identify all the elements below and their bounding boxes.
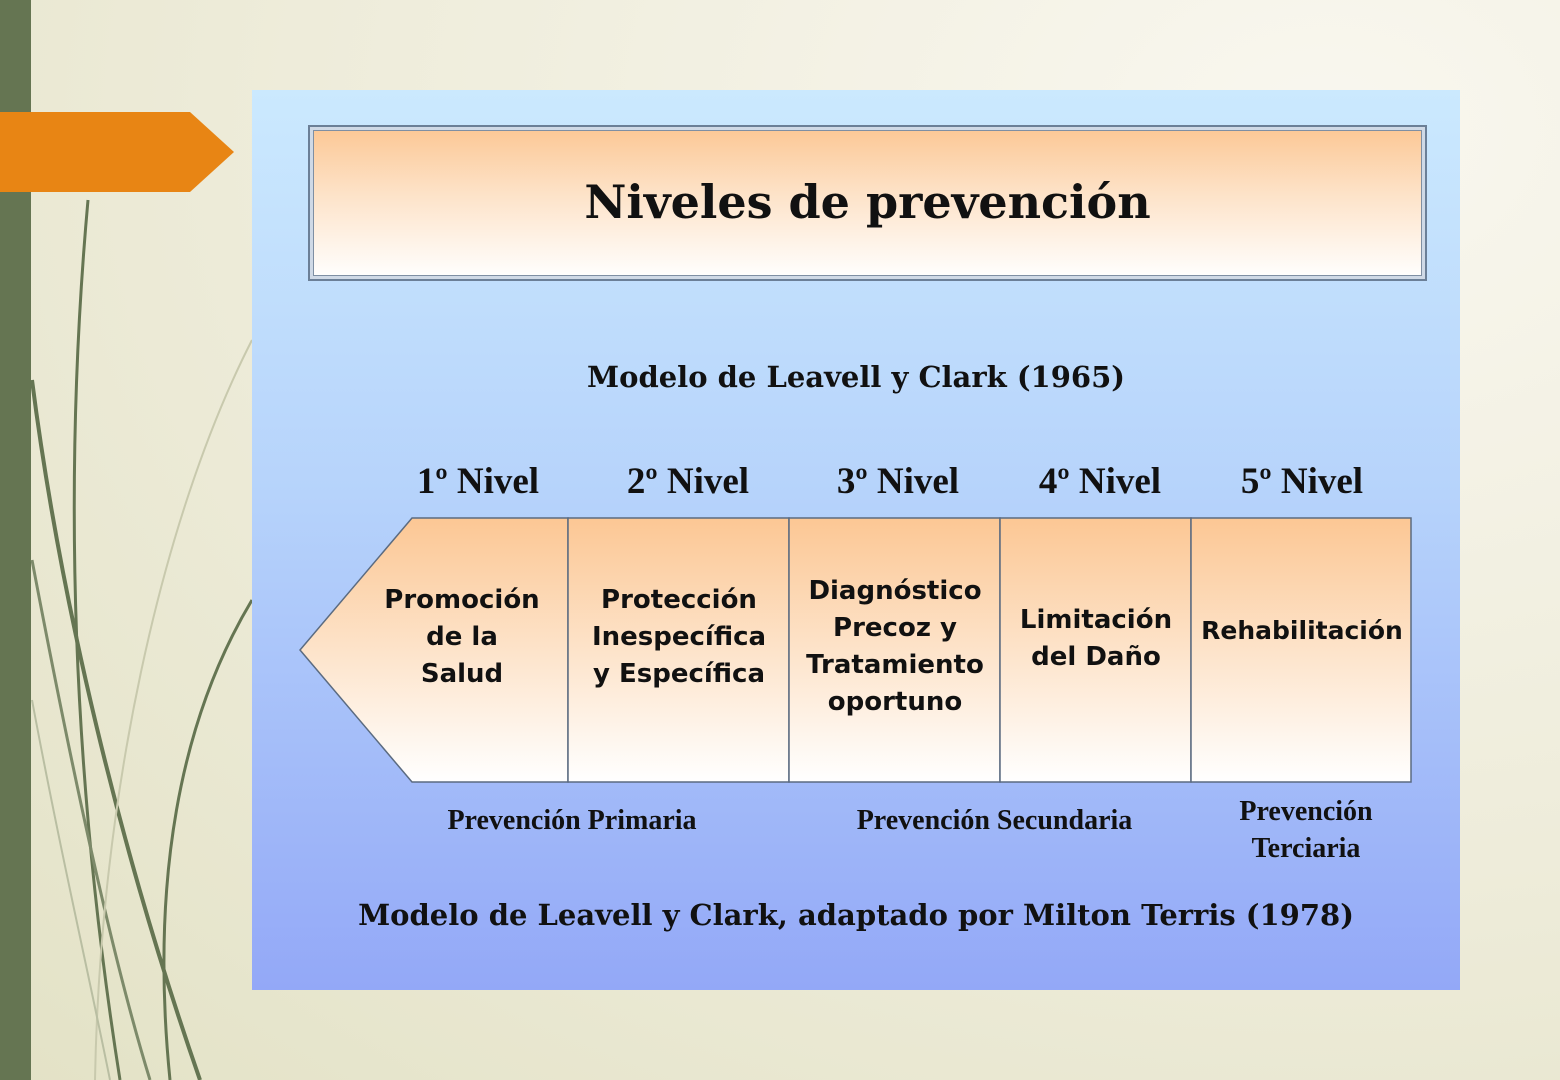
stage-text-line: Tratamiento bbox=[806, 650, 984, 680]
stage-text-line: Limitación bbox=[1019, 605, 1173, 635]
stage-text-4 bbox=[1004, 602, 1188, 676]
level-header-4: 4º Nivel bbox=[1038, 461, 1162, 502]
level-header-1: 1º Nivel bbox=[416, 461, 540, 502]
level-header-5: 5º Nivel bbox=[1240, 461, 1364, 502]
stage-text-line: de la bbox=[426, 622, 498, 652]
stage-text-line: Rehabilitación bbox=[1201, 616, 1403, 645]
stage-text-3 bbox=[794, 573, 996, 721]
primary-prevention-label: Prevención Primaria bbox=[447, 805, 697, 836]
stage-text-line: y Específica bbox=[592, 659, 766, 689]
secondary-prevention-label: Prevención Secundaria bbox=[856, 805, 1133, 836]
tertiary-line-1: Prevención bbox=[1239, 796, 1373, 827]
stage-text-line: Salud bbox=[420, 659, 504, 689]
figure-title: Niveles de prevención bbox=[584, 175, 1151, 229]
orange-arrow-tab bbox=[0, 112, 234, 192]
stage-cell-5 bbox=[1191, 518, 1411, 782]
prevention-levels-figure bbox=[252, 90, 1460, 990]
stage-text-2 bbox=[574, 582, 784, 693]
adapted-model-caption: Modelo de Leavell y Clark, adaptado por Milton Terris (1978) bbox=[358, 898, 1354, 932]
stage-text-line: Protección bbox=[601, 585, 757, 615]
model-subtitle: Modelo de Leavell y Clark (1965) bbox=[587, 360, 1125, 394]
level-header-2: 2º Nivel bbox=[626, 461, 750, 502]
level-header-3: 3º Nivel bbox=[836, 461, 960, 502]
stage-text-1 bbox=[372, 582, 552, 693]
stage-text-line: oportuno bbox=[827, 687, 963, 717]
tertiary-prevention-label bbox=[1196, 793, 1416, 867]
tertiary-line-2: Terciaria bbox=[1251, 833, 1361, 864]
stage-text-line: Precoz y bbox=[833, 613, 957, 643]
stage-text-line: Inespecífica bbox=[591, 622, 767, 652]
stage-text-line: Promoción bbox=[384, 585, 540, 615]
stage-text-5 bbox=[1194, 612, 1410, 649]
stage-text-line: Diagnóstico bbox=[808, 576, 982, 606]
stage-text-line: del Daño bbox=[1031, 642, 1161, 672]
